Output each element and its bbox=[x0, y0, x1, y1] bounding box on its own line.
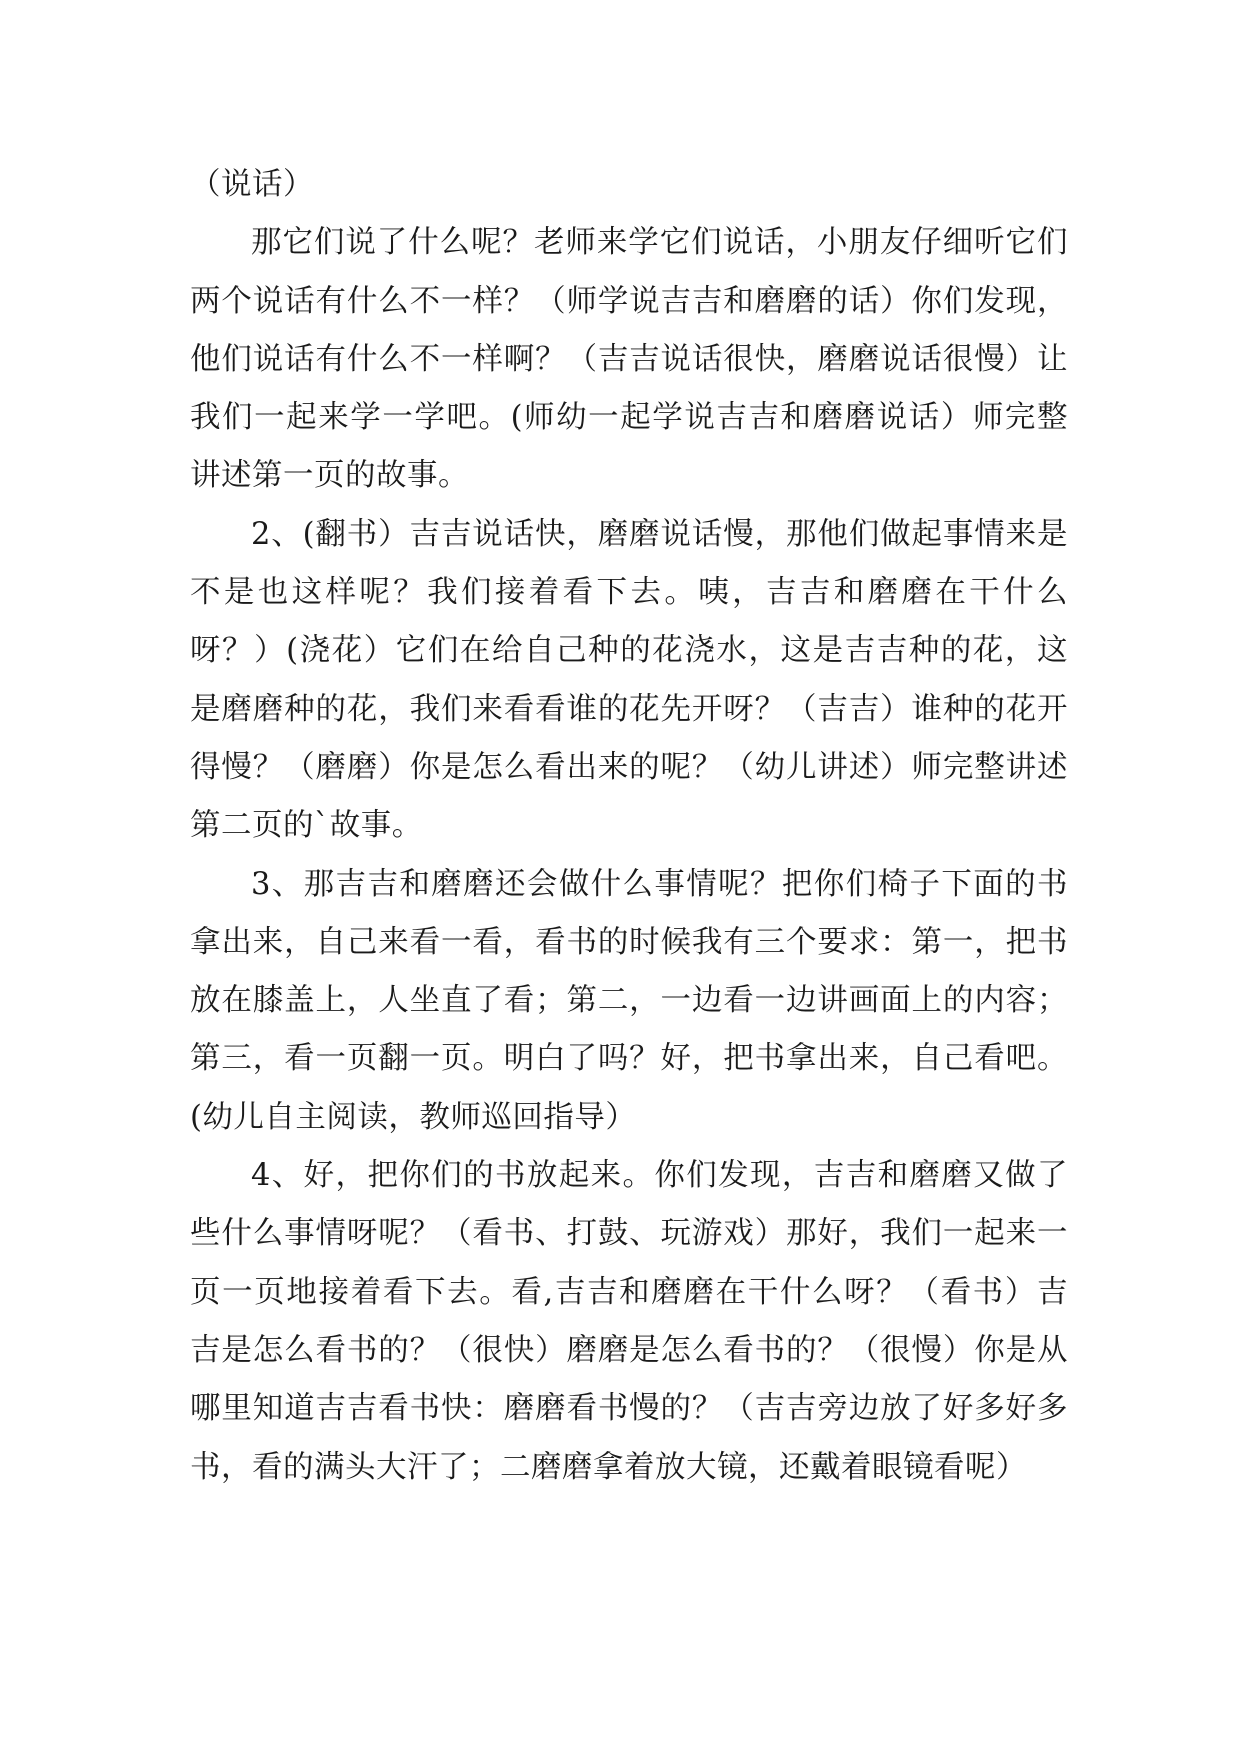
paragraph-2: 2、(翻书）吉吉说话快，磨磨说话慢，那他们做起事情来是不是也这样呢？我们接着看下去。咦，吉吉和磨磨在干什么呀？）(浇花）它们在给自己种的花浇水，这是吉吉种的花，这是磨磨种的花，我们来看看谁的花先开呀？（吉吉）谁种的花开得慢？（磨磨）你是怎么看出来的呢？（幼儿讲述）师完整讲述第二页的`故事。 bbox=[190, 516, 1068, 844]
document-body bbox=[190, 156, 1068, 1497]
paragraph-1: 那它们说了什么呢？老师来学它们说话，小朋友仔细听它们两个说话有什么不一样？（师学说吉吉和磨磨的话）你们发现，他们说话有什么不一样啊？（吉吉说话很快，磨磨说话很慢）让我们一起来学一学吧。(师幼一起学说吉吉和磨磨说话）师完整讲述第一页的故事。 bbox=[190, 225, 1068, 494]
paragraph-intro: （说话） bbox=[190, 167, 314, 202]
paragraph-3: 3、那吉吉和磨磨还会做什么事情呢？把你们椅子下面的书拿出来，自己来看一看，看书的时候我有三个要求：第一，把书放在膝盖上，人坐直了看；第二，一边看一边讲画面上的内容；第三，看一页翻一页。明白了吗？好，把书拿出来，自己看吧。(幼儿自主阅读，教师巡回指导） bbox=[190, 866, 1068, 1135]
paragraph-4: 4、好，把你们的书放起来。你们发现，吉吉和磨磨又做了些什么事情呀呢？（看书、打鼓、玩游戏）那好，我们一起来一页一页地接着看下去。看,吉吉和磨磨在干什么呀？（看书）吉吉是怎么看书的？（很快）磨磨是怎么看书的？（很慢）你是从哪里知道吉吉看书快：磨磨看书慢的？（吉吉旁边放了好多好多书，看的满头大汗了；二磨磨拿着放大镜，还戴着眼镜看呢） bbox=[190, 1158, 1068, 1485]
